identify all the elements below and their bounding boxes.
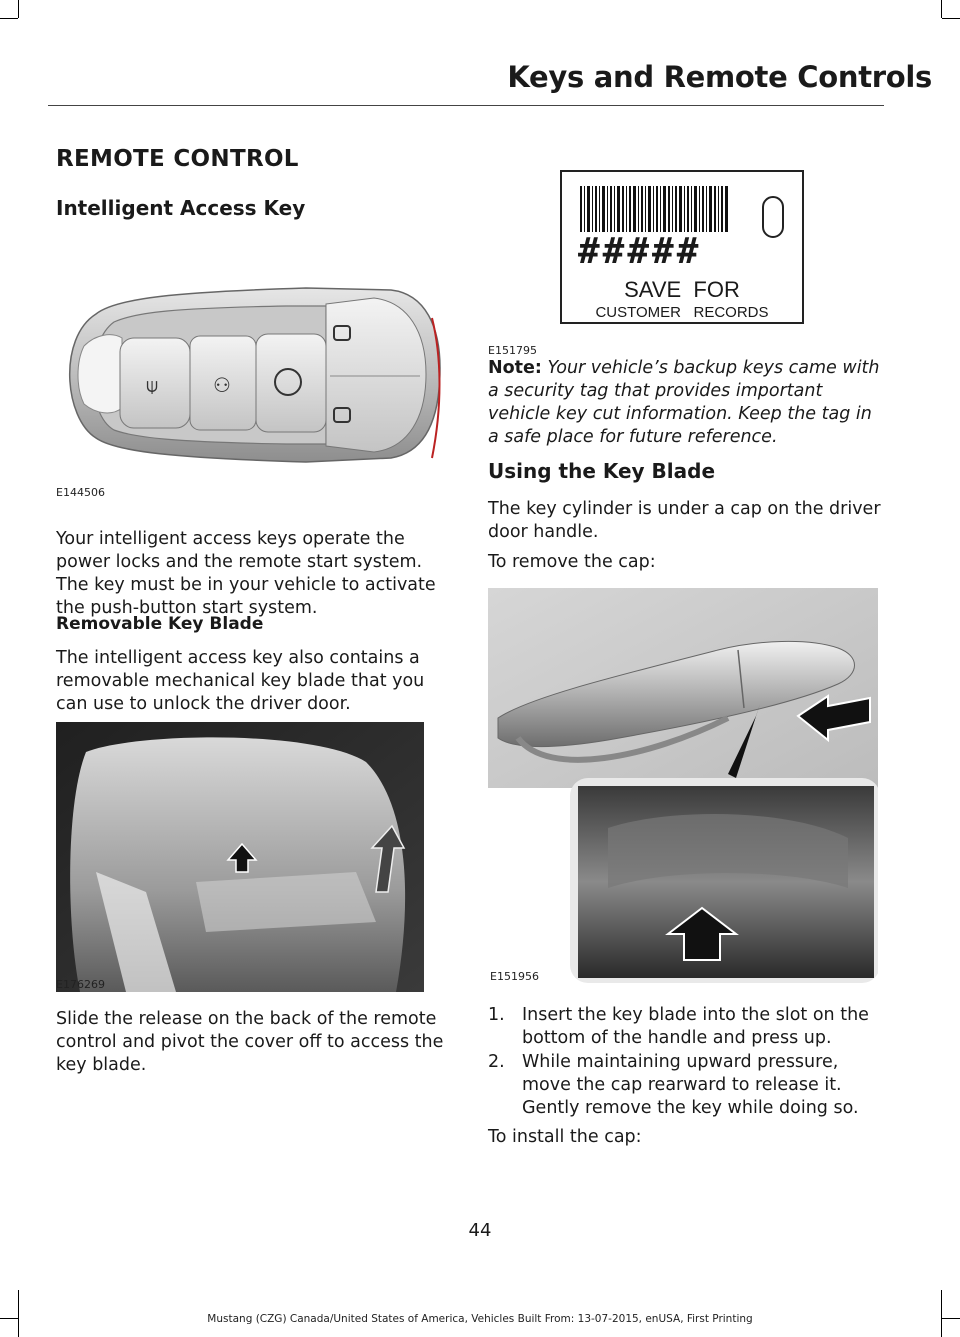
security-tag-figure bbox=[488, 168, 808, 358]
step-text: Insert the key blade into the slot on the bottom of the handle and press up. bbox=[522, 1005, 869, 1048]
door-handle-figure bbox=[488, 588, 878, 983]
door-handle-illustration bbox=[488, 588, 878, 983]
install-cap-intro: To install the cap: bbox=[488, 1127, 642, 1147]
note-paragraph bbox=[488, 357, 880, 449]
step-number: 2. bbox=[488, 1052, 505, 1072]
header-divider bbox=[48, 105, 884, 106]
note-label: Note: bbox=[488, 358, 542, 378]
slide-release-paragraph: Slide the release on the back of the remote control and pivot the cover off to access the key blade. bbox=[56, 1009, 444, 1075]
figure-code: E151795 bbox=[488, 344, 537, 357]
page-footer: Mustang (CZG) Canada/United States of America, Vehicles Built From: 13-07-2015, enUSA, First Printing bbox=[207, 1313, 753, 1325]
remove-cap-intro: To remove the cap: bbox=[488, 552, 656, 572]
page-header-title: Keys and Remote Controls bbox=[507, 60, 932, 94]
crop-mark bbox=[942, 18, 960, 19]
security-tag bbox=[560, 170, 804, 324]
key-fob-figure bbox=[56, 258, 444, 502]
svg-text:⍦: ⍦ bbox=[146, 373, 158, 397]
note-text: Your vehicle’s backup keys came with a security tag that provides important vehicle key cut information. Keep the tag in a safe place for future reference. bbox=[488, 358, 880, 447]
figure-code: E144506 bbox=[56, 486, 105, 499]
tag-customer-records: CUSTOMER RECORDS bbox=[595, 304, 769, 321]
intro-paragraph: Your intelligent access keys operate the power locks and the remote start system. The key must be in your vehicle to activate the push-button start system. bbox=[56, 529, 436, 618]
step-text: While maintaining upward pressure, move the cap rearward to release it. Gently remove the key while doing so. bbox=[522, 1052, 859, 1118]
removable-blade-heading: Removable Key Blade bbox=[56, 614, 264, 634]
using-key-blade-heading: Using the Key Blade bbox=[488, 459, 716, 483]
section-subtitle: Intelligent Access Key bbox=[56, 196, 306, 220]
key-ring-hole bbox=[762, 196, 784, 238]
key-blade-figure bbox=[56, 722, 424, 992]
crop-mark bbox=[18, 0, 19, 18]
list-item bbox=[488, 1051, 883, 1121]
page-number: 44 bbox=[468, 1220, 492, 1241]
key-blade-illustration bbox=[56, 722, 424, 992]
svg-text:⚇: ⚇ bbox=[213, 373, 231, 397]
removable-blade-paragraph: The intelligent access key also contains a removable mechanical key blade that you can use to unlock the driver door. bbox=[56, 648, 425, 714]
barcode bbox=[580, 186, 730, 232]
tag-hashes: ##### bbox=[578, 231, 702, 272]
list-item bbox=[488, 1004, 883, 1050]
crop-mark bbox=[941, 0, 942, 18]
tag-save-for: SAVE FOR bbox=[624, 277, 740, 302]
figure-code: E176269 bbox=[56, 978, 105, 991]
section-title: REMOTE CONTROL bbox=[56, 146, 299, 172]
figure-code: E151956 bbox=[490, 970, 539, 983]
key-cylinder-paragraph: The key cylinder is under a cap on the driver door handle. bbox=[488, 499, 881, 542]
crop-mark bbox=[0, 18, 18, 19]
key-fob-illustration bbox=[56, 258, 444, 502]
step-number: 1. bbox=[488, 1005, 505, 1025]
